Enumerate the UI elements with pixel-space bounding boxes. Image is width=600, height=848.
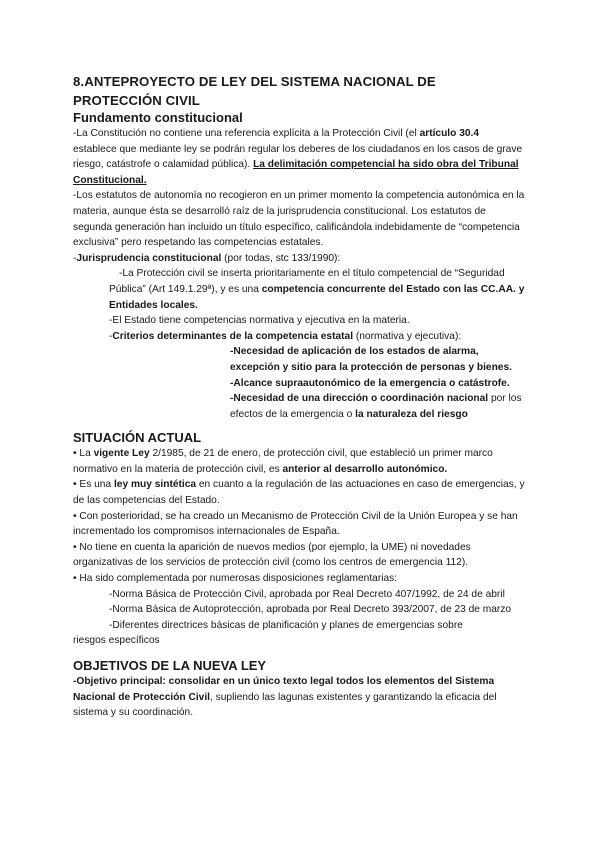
situacion-bullet-mecanismo-ue <box>73 509 525 540</box>
text-run: -La Protección civil se inserta prioritariamente en el título competencial de “Seguridad <box>119 268 505 280</box>
text-run: -Norma Básica de Autoprotección, aprobada por Real Decreto 393/2007, de 23 de marzo <box>109 604 512 616</box>
document-content <box>73 72 525 721</box>
text-run: vigente Ley <box>93 448 150 460</box>
text-run: - <box>109 330 113 342</box>
text-run: Criterios determinantes de la competencia estatal <box>112 330 354 342</box>
paragraph-constitucion <box>73 126 525 188</box>
text-run: artículo 30.4 <box>419 128 480 139</box>
criterio-item-alcance <box>73 376 525 392</box>
text-run: ley muy sintética <box>113 479 197 491</box>
text-run: -Necesidad de una dirección o coordinación nacional <box>230 393 489 405</box>
jurisprudencia-item-estado <box>73 313 525 329</box>
text-run: 2/1985, de 21 de enero, de protección civil, que estableció un primer marco normativo en la materia de protección civil, es <box>73 448 493 475</box>
text-run: establece que mediante ley se podrán regular los deberes de los ciudadanos en los casos de grave riesgo, catástrofe o calamidad pública). <box>73 143 523 171</box>
text-run: • Es una <box>73 479 114 491</box>
document-title: 8.ANTEPROYECTO DE LEY DEL SISTEMA NACIONAL DE PROTECCIÓN CIVIL <box>73 74 436 108</box>
jurisprudencia-item-criterios <box>73 329 525 345</box>
text-run: Pública” (Art 149.1.29ª), y es una <box>109 283 262 295</box>
text-run: -Objetivo principal: consolidar en un único texto legal todos los elementos del Sistema Nacional de Protección Civil <box>73 676 495 703</box>
text-run: , supliendo las lagunas existentes y garantizando la eficacia del sistema y su coordinación. <box>73 691 497 719</box>
text-run: competencia concurrente del Estado con las CC.AA. y Entidades locales. <box>109 283 525 311</box>
text-run: • Ha sido complementada por numerosas disposiciones reglamentarias: <box>73 573 398 585</box>
text-run: anterior al desarrollo autonómico. <box>282 463 448 475</box>
text-run: -La Constitución no contiene una referencia explícita a la Protección Civil (el <box>73 128 420 139</box>
text-run: -Necesidad de aplicación de los estados de alarma, excepción y sitio para la protección de personas y bienes. <box>230 346 512 373</box>
text-run: (por todas, stc 133/1990): <box>221 252 341 264</box>
situacion-bullet-sintetica <box>73 477 525 508</box>
criterio-item-estados <box>73 344 525 375</box>
text-run: (normativa y ejecutiva): <box>353 330 462 342</box>
reglamento-item-directrices <box>73 618 525 634</box>
text-run: • Con posterioridad, se ha creado un Mecanismo de Protección Civil de la Unión Europea y se han incrementado los compromisos internacionales de España. <box>73 510 518 538</box>
criterio-item-direccion <box>73 391 525 422</box>
text-run: en cuanto a la regulación de las actuaciones en caso de emergencias, y de las competencias del Estado. <box>73 479 525 507</box>
paragraph-estatutos <box>73 188 525 250</box>
jurisprudencia-item-seguridad-cont <box>73 282 525 313</box>
text-run: -Diferentes directrices básicas de planificación y planes de emergencias sobre <box>109 619 463 631</box>
text-run: • La <box>73 448 94 460</box>
section-heading-situacion: SITUACIÓN ACTUAL <box>73 430 202 446</box>
situacion-bullet-reglamentarias <box>73 571 525 587</box>
section-heading-fundamento: Fundamento constitucional <box>73 110 243 125</box>
reglamento-item-proteccion-civil <box>73 587 525 603</box>
text-run: • No tiene en cuenta la aparición de nuevos medios (por ejemplo, la UME) ni novedades organizativas de los servicios de protección civil (como los centros de emergencia 112). <box>73 541 471 569</box>
paragraph-objetivo-principal <box>73 674 525 721</box>
text-run: riesgos específicos <box>73 635 160 647</box>
text-run: por los efectos de la emergencia o <box>230 393 522 420</box>
situacion-bullet-nuevos-medios <box>73 540 525 571</box>
text-run: -Alcance supraautonómico de la emergencia o catástrofe. <box>230 377 510 389</box>
paragraph-jurisprudencia <box>73 251 525 267</box>
text-run: la naturaleza del riesgo <box>355 408 468 420</box>
text-run: Jurisprudencia constitucional <box>76 252 222 264</box>
section-heading-objetivos: OBJETIVOS DE LA NUEVA LEY <box>73 658 267 673</box>
text-run: - <box>73 252 77 264</box>
text-run: -Los estatutos de autonomía no recogieron en un primer momento la competencia autonómica en la materia, aunque ésta se desarrolló raíz de la jurisprudencia constitucional. Los estatutos de segunda generación han incluido un título específico, calificándola indebidamente de “competencia exclusiva” pero respetando las competencias estatales. <box>73 190 525 249</box>
text-run: -El Estado tiene competencias normativa y ejecutiva en la materia. <box>109 315 410 327</box>
situacion-bullet-vigente-ley <box>73 446 525 477</box>
reglamento-item-directrices-cont <box>73 633 525 649</box>
jurisprudencia-item-seguridad <box>73 266 525 282</box>
text-run: -Norma Básica de Protección Civil, aprobada por Real Decreto 407/1992, de 24 de abril <box>109 588 505 600</box>
reglamento-item-autoproteccion <box>73 602 525 618</box>
text-run: La delimitación competencial ha sido obra del Tribunal Constitucional. <box>73 159 519 186</box>
